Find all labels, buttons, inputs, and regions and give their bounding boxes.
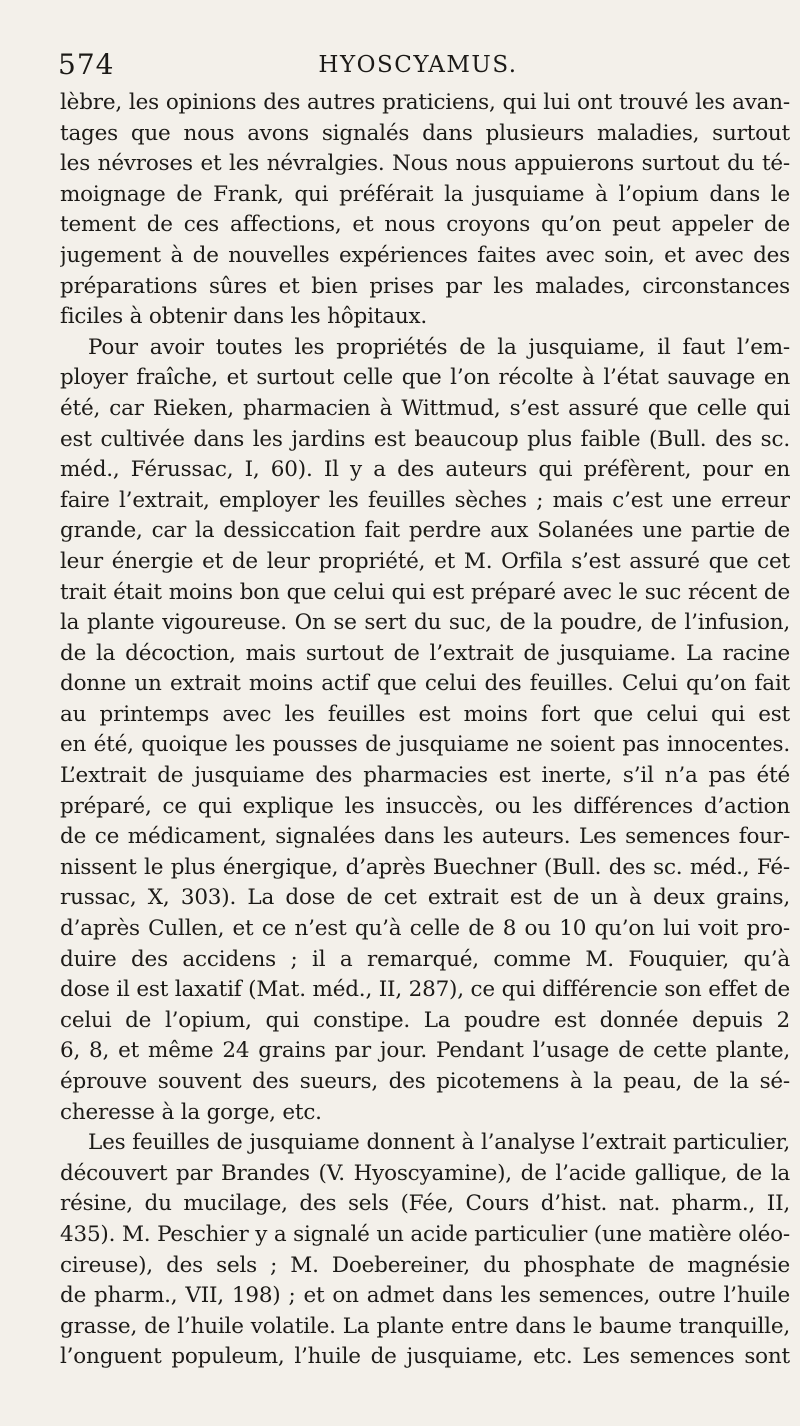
text-line: L’extrait de jusquiame des pharmacies est inerte, s’il n’a pas été bbox=[60, 763, 790, 789]
page-header bbox=[58, 48, 778, 88]
text-line: est cultivée dans les jardins est beaucoup plus faible (Bull. des sc. bbox=[60, 426, 790, 452]
text-line: jugement à de nouvelles expériences faites avec soin, et avec des bbox=[60, 242, 790, 268]
text-line: faire l’extrait, employer les feuilles sèches ; mais c’est une erreur bbox=[60, 487, 790, 513]
text-line: cheresse à la gorge, etc. bbox=[60, 1099, 322, 1125]
text-line: de pharm., VII, 198) ; et on admet dans les semences, outre l’huile bbox=[60, 1283, 790, 1309]
page-number: 574 bbox=[58, 48, 115, 81]
text-line: nissent le plus énergique, d’après Buechner (Bull. des sc. méd., Fé- bbox=[60, 854, 790, 880]
text-line: russac, X, 303). La dose de cet extrait est de un à deux grains, bbox=[60, 885, 790, 911]
text-line: au printemps avec les feuilles est moins fort que celui qui est bbox=[60, 701, 790, 727]
text-line: de la décoction, mais surtout de l’extrait de jusquiame. La racine bbox=[60, 640, 790, 666]
text-line: découvert par Brandes (V. Hyoscyamine), de l’acide gallique, de la bbox=[60, 1160, 790, 1186]
text-line: grande, car la dessiccation fait perdre aux Solanées une partie de bbox=[60, 518, 790, 544]
text-line: donne un extrait moins actif que celui des feuilles. Celui qu’on fait bbox=[60, 671, 790, 697]
text-line: tement de ces affections, et nous croyons qu’on peut appeler de bbox=[60, 212, 790, 238]
text-line: les névroses et les névralgies. Nous nous appuierons surtout du té- bbox=[60, 151, 790, 177]
text-line: grasse, de l’huile volatile. La plante entre dans le baume tranquille, bbox=[60, 1313, 790, 1339]
text-line: d’après Cullen, et ce n’est qu’à celle de 8 ou 10 qu’on lui voit pro- bbox=[60, 916, 790, 942]
paragraph-start-line: Pour avoir toutes les propriétés de la jusquiame, il faut l’em- bbox=[88, 334, 790, 360]
text-line: moignage de Frank, qui préférait la jusquiame à l’opium dans le bbox=[60, 181, 790, 207]
text-line: cireuse), des sels ; M. Doebereiner, du phosphate de magnésie bbox=[60, 1252, 790, 1278]
text-line: en été, quoique les pousses de jusquiame ne soient pas innocentes. bbox=[60, 732, 790, 758]
text-line: méd., Férussac, I, 60). Il y a des auteurs qui préfèrent, pour en bbox=[60, 457, 790, 483]
text-line: résine, du mucilage, des sels (Fée, Cours d’hist. nat. pharm., II, bbox=[60, 1191, 790, 1217]
text-line: tages que nous avons signalés dans plusieurs maladies, surtout bbox=[60, 120, 790, 146]
text-line: de ce médicament, signalées dans les auteurs. Les semences four- bbox=[60, 824, 790, 850]
text-line: dose il est laxatif (Mat. méd., II, 287), ce qui différencie son effet de bbox=[60, 977, 790, 1003]
text-line: été, car Rieken, pharmacien à Wittmud, s’est assuré que celle qui bbox=[60, 395, 790, 421]
text-line: éprouve souvent des sueurs, des picotemens à la peau, de la sé- bbox=[60, 1069, 790, 1094]
text-line: l’onguent populeum, l’huile de jusquiame, etc. Les semences sont bbox=[60, 1344, 790, 1370]
text-line: lèbre, les opinions des autres praticiens, qui lui ont trouvé les avan- bbox=[60, 90, 790, 115]
text-line: ficiles à obtenir dans les hôpitaux. bbox=[60, 304, 428, 330]
paragraph-start-line: Les feuilles de jusquiame donnent à l’analyse l’extrait particulier, bbox=[88, 1130, 790, 1156]
text-line: 6, 8, et même 24 grains par jour. Pendant l’usage de cette plante, bbox=[60, 1038, 790, 1064]
body-text bbox=[60, 88, 790, 1373]
running-title: HYOSCYAMUS. bbox=[318, 52, 518, 78]
text-line: trait était moins bon que celui qui est préparé avec le suc récent de bbox=[60, 579, 790, 605]
text-line: leur énergie et de leur propriété, et M. Orfila s’est assuré que cet bbox=[60, 548, 790, 574]
text-line: préparations sûres et bien prises par les malades, circonstances bbox=[60, 273, 790, 299]
text-line: duire des accidens ; il a remarqué, comme M. Fouquier, qu’à bbox=[60, 946, 790, 972]
text-line: 435). M. Peschier y a signalé un acide particulier (une matière oléo- bbox=[60, 1221, 790, 1247]
text-line: la plante vigoureuse. On se sert du suc, de la poudre, de l’infusion, bbox=[60, 610, 790, 636]
text-line: celui de l’opium, qui constipe. La poudre est donnée depuis 2 bbox=[60, 1007, 790, 1033]
text-line: ployer fraîche, et surtout celle que l’on récolte à l’état sauvage en bbox=[60, 365, 790, 391]
text-line: préparé, ce qui explique les insuccès, ou les différences d’action bbox=[60, 793, 790, 819]
